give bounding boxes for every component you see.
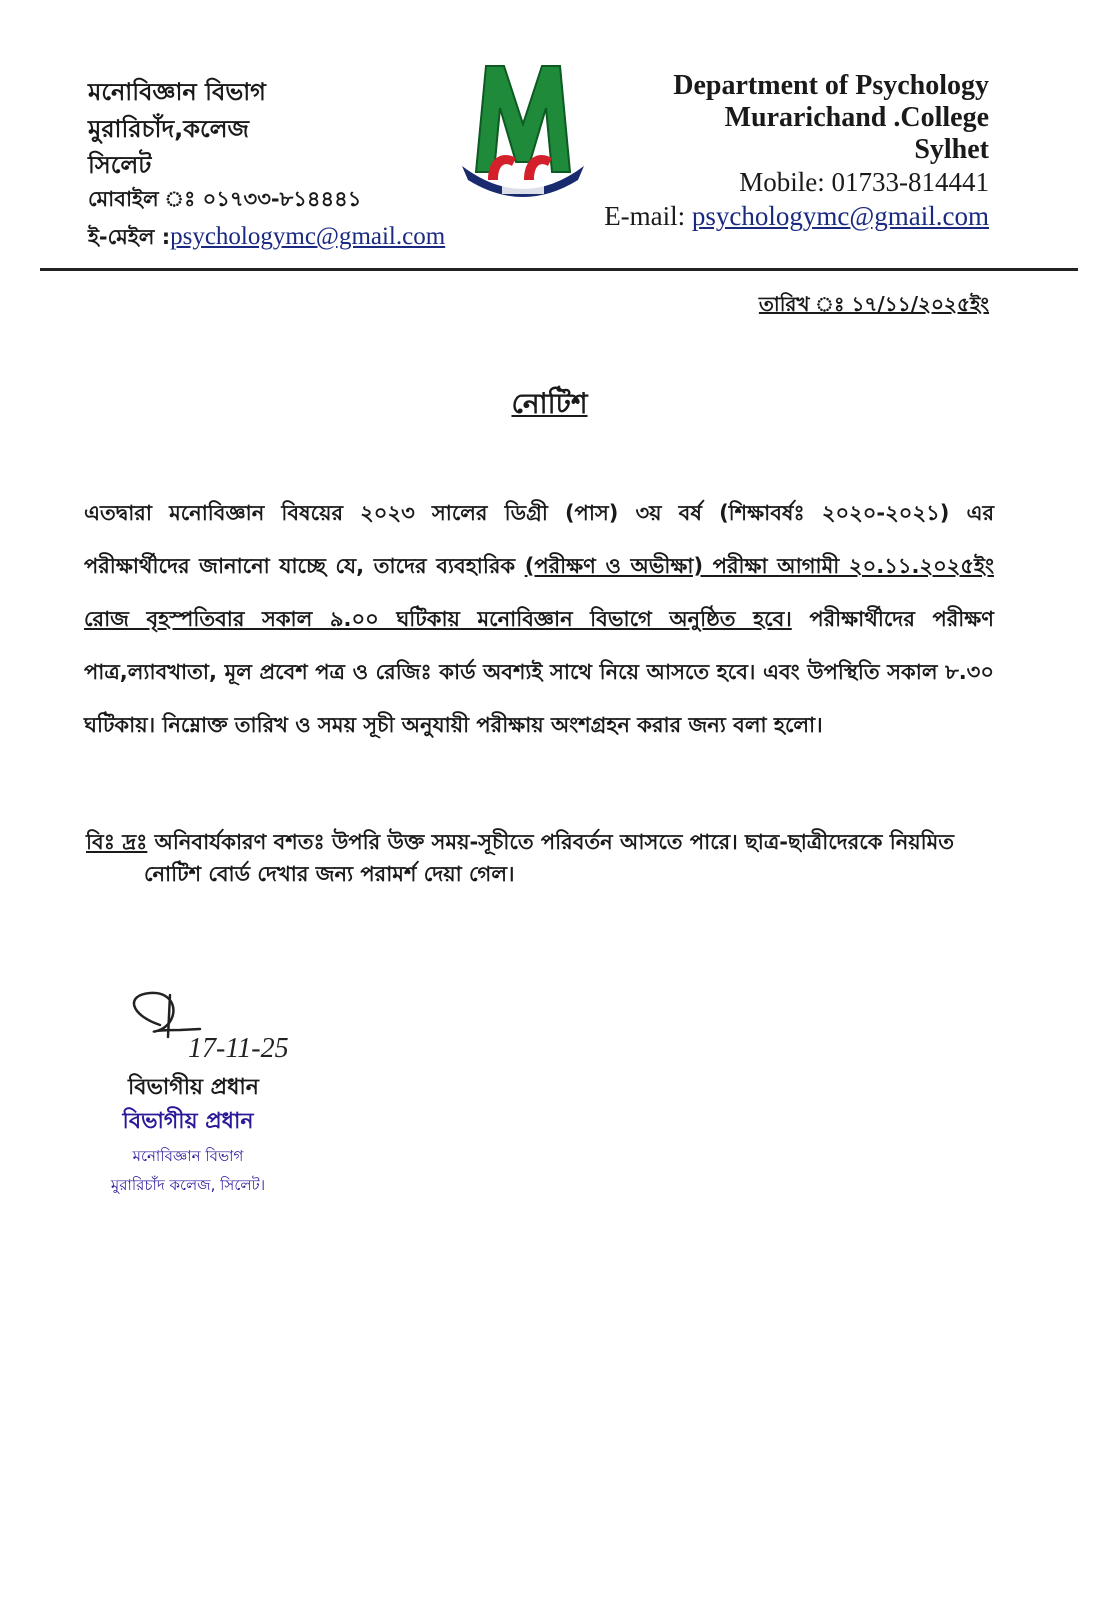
logo-ribbon-center [502, 182, 544, 194]
header-en-email-label: E-mail: [604, 201, 692, 231]
header-bn-mobile: মোবাইল ঃ ০১৭৩৩-৮১৪৪৪১ [88, 187, 362, 211]
signature-title: বিভাগীয় প্রধান [128, 1075, 259, 1100]
college-logo [458, 62, 588, 212]
notice-date: তারিখ ঃ ১৭/১১/২০২৫ইং [758, 292, 989, 316]
notice-body [84, 487, 994, 752]
signature-date: 17-11-25 [188, 1033, 289, 1064]
header-en-dept: Department of Psychology [673, 70, 989, 101]
notice-body-underlined: (পরীক্ষণ ও অভীক্ষা) পরীক্ষা আগামী ২০.১১.২০২৫ইং রোজ বৃহস্পতিবার সকাল ৯.০০ ঘটিকায় মনোবিজ্ঞান বিভাগে অনুষ্ঠিত হবে। [84, 554, 994, 631]
header-bn-email-label: ই-মেইল : [88, 225, 171, 249]
stamp-line1: বিভাগীয় প্রধান [122, 1109, 254, 1134]
official-stamp [88, 1104, 288, 1199]
notice-body-part2: পরীক্ষার্থীদের পরীক্ষণ পাত্র,ল্যাবখাতা, মূল প্রবেশ পত্র ও রেজিঃ কার্ড অবশ্যই সাথে নিয়ে আসতে হবে। এবং উপস্থিতি সকাল ৮.৩০ ঘটিকায়। নিম্নোক্ত তারিখ ও সময় সূচী অনুযায়ী পরীক্ষায় অংশগ্রহন করার জন্য বলা হলো। [84, 607, 994, 737]
logo-m-letter [476, 66, 570, 172]
header-bn-city: সিলেট [88, 151, 152, 179]
header-en-college: Murarichand .College [724, 102, 989, 133]
notice-note [86, 826, 1016, 890]
header-en-email-row [604, 203, 989, 230]
stamp-line3: মুরারিচাঁদ কলেজ, সিলেট। [110, 1176, 266, 1194]
header-en-city: Sylhet [914, 134, 989, 165]
header-divider [40, 268, 1078, 271]
signature-image [120, 985, 360, 1075]
stamp-line2: মনোবিজ্ঞান বিভাগ [132, 1147, 244, 1165]
notice-title [0, 382, 1099, 429]
header-bn-college: মুরারিচাঁদ,কলেজ [88, 115, 249, 143]
header-en-email-link[interactable]: psychologymc@gmail.com [691, 201, 989, 231]
note-line2: নোটিশ বোর্ড দেখার জন্য পরামর্শ দেয়া গেল। [144, 862, 515, 886]
header-en-mobile: Mobile: 01733-814441 [739, 167, 989, 197]
notice-title-text: নোটিশ [511, 387, 588, 420]
header-bn-dept: মনোবিজ্ঞান বিভাগ [88, 78, 266, 106]
signature-scribble [134, 993, 200, 1032]
header-bn-email-row [88, 224, 445, 249]
note-line1: অনিবার্যকারণ বশতঃ উপরি উক্ত সময়-সূচীতে পরিবর্তন আসতে পারে। ছাত্র-ছাত্রীদেরকে নিয়মিত [147, 830, 955, 854]
header-bn-email-link[interactable]: psychologymc@gmail.com [170, 223, 446, 250]
notice-body-part1: এতদ্বারা মনোবিজ্ঞান বিষয়ের ২০২৩ সালের ডিগ্রী (পাস) ৩য় বর্ষ (শিক্ষাবর্ষঃ ২০২০-২০২১) এর পরীক্ষার্থীদের জানানো যাচ্ছে যে, তাদের ব্যবহারিক [84, 501, 994, 578]
note-label: বিঃ দ্রঃ [86, 830, 148, 854]
